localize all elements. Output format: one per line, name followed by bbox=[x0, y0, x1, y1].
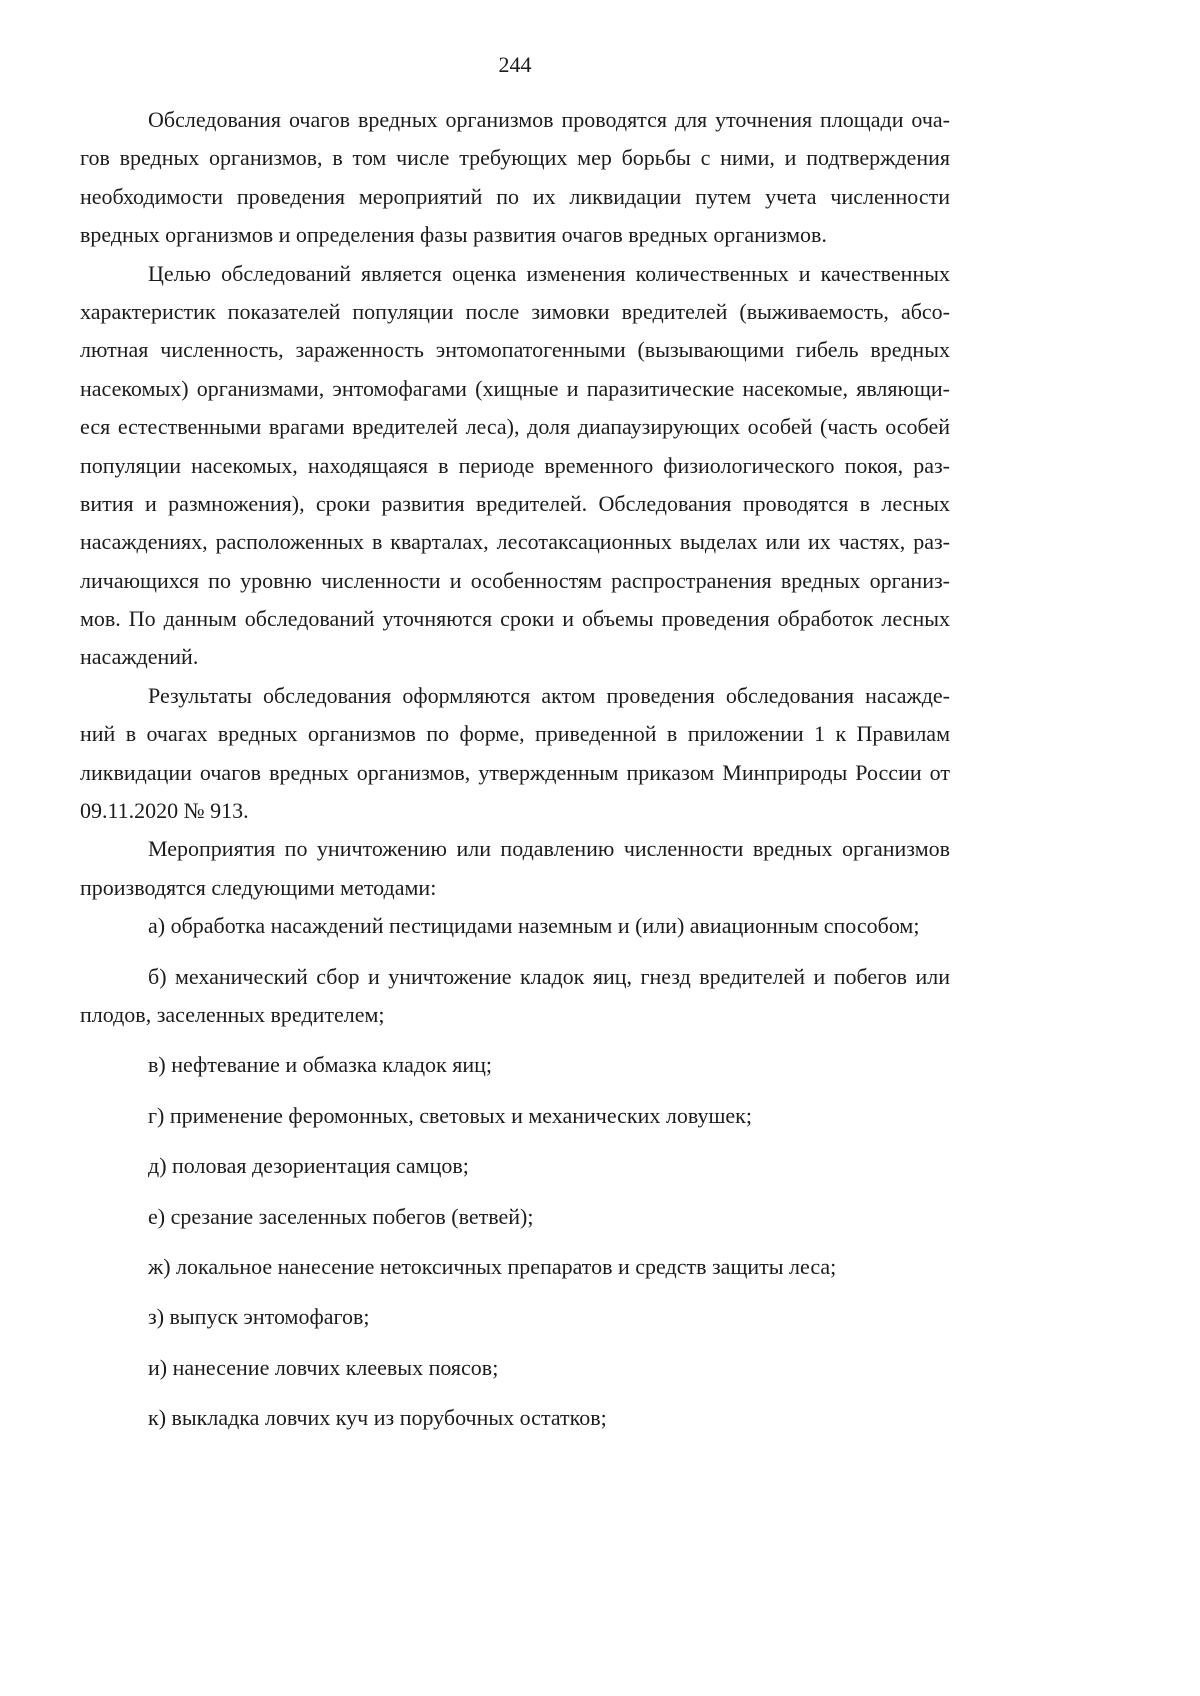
method-item bbox=[80, 1298, 950, 1336]
paragraph-line: производятся следующими методами: bbox=[80, 874, 437, 900]
method-item bbox=[80, 958, 950, 1035]
method-item-text: а) обработка насаждений пестицидами наземным и (или) авиационным способом; bbox=[148, 913, 920, 939]
page-body bbox=[80, 46, 950, 1449]
paragraph-line: Обследования очагов вредных организмов проводятся для уточнения площади оча- bbox=[148, 106, 950, 132]
paragraph-line: ликвидации очагов вредных организмов, утвержденным приказом Минприроды России от bbox=[80, 759, 950, 785]
paragraph-line: насаждений. bbox=[80, 644, 199, 670]
method-item bbox=[80, 1399, 950, 1437]
method-item bbox=[80, 1147, 950, 1185]
paragraph-line: ний в очагах вредных организмов по форме, приведенной в приложении 1 к Правилам bbox=[80, 721, 950, 747]
method-item bbox=[80, 1198, 950, 1236]
method-item-text: в) нефтевание и обмазка кладок яиц; bbox=[148, 1052, 493, 1078]
method-item-text: плодов, заселенных вредителем; bbox=[80, 1001, 385, 1027]
method-item bbox=[80, 1046, 950, 1084]
paragraph-line: популяции насекомых, находящаяся в периоде временного физиологического покоя, раз- bbox=[80, 452, 950, 478]
method-item bbox=[80, 1097, 950, 1135]
method-item-text: к) выкладка ловчих куч из порубочных остатков; bbox=[148, 1405, 607, 1431]
paragraph-line: лютная численность, зараженность энтомопатогенными (вызывающими гибель вредных bbox=[80, 337, 950, 363]
method-item-text: е) срезание заселенных побегов (ветвей); bbox=[148, 1203, 534, 1229]
paragraph-line: характеристик показателей популяции после зимовки вредителей (выживаемость, абсо- bbox=[80, 298, 950, 324]
methods-list bbox=[80, 907, 950, 1437]
paragraph-survey-description bbox=[80, 101, 950, 255]
method-item bbox=[80, 1349, 950, 1387]
paragraph-control-measures bbox=[80, 830, 950, 907]
paragraph-line: мов. По данным обследований уточняются сроки и объемы проведения обработок лесных bbox=[80, 606, 950, 632]
method-item bbox=[80, 1248, 950, 1286]
method-item-text: з) выпуск энтомофагов; bbox=[148, 1304, 370, 1330]
method-item bbox=[80, 907, 950, 945]
method-item-text: ж) локальное нанесение нетоксичных препаратов и средств защиты леса; bbox=[148, 1253, 837, 1279]
page-number: 244 bbox=[498, 52, 532, 77]
method-item-text: г) применение феромонных, световых и механических ловушек; bbox=[148, 1102, 752, 1128]
paragraph-line: вредных организмов и определения фазы развития очагов вредных организмов. bbox=[80, 222, 827, 248]
paragraph-line: насаждениях, расположенных в кварталах, лесотаксационных выделах или их частях, раз- bbox=[80, 529, 950, 555]
method-item-text: д) половая дезориентация самцов; bbox=[148, 1153, 469, 1179]
method-item-text: и) нанесение ловчих клеевых поясов; bbox=[148, 1354, 499, 1380]
paragraph-survey-goal bbox=[80, 255, 950, 677]
paragraph-line: Целью обследований является оценка изменения количественных и качественных bbox=[148, 260, 950, 286]
paragraph-line: насекомых) организмами, энтомофагами (хищные и паразитические насекомые, являющи- bbox=[80, 375, 950, 401]
paragraph-line: вития и размножения), сроки развития вредителей. Обследования проводятся в лесных bbox=[80, 490, 950, 516]
paragraph-line: Мероприятия по уничтожению или подавлению численности вредных организмов bbox=[148, 836, 950, 862]
paragraph-line: Результаты обследования оформляются актом проведения обследования насажде- bbox=[148, 682, 950, 708]
method-item-text: б) механический сбор и уничтожение кладок яиц, гнезд вредителей и побегов или bbox=[148, 963, 950, 989]
paragraph-line: гов вредных организмов, в том числе требующих мер борьбы с ними, и подтверждения bbox=[80, 145, 950, 171]
paragraph-line: еся естественными врагами вредителей леса), доля диапаузирующих особей (часть особей bbox=[80, 414, 950, 440]
paragraph-line: необходимости проведения мероприятий по их ликвидации путем учета численности bbox=[80, 183, 950, 209]
paragraph-line: 09.11.2020 № 913. bbox=[80, 798, 249, 824]
paragraph-line: личающихся по уровню численности и особенностям распространения вредных организ- bbox=[80, 567, 950, 593]
paragraph-survey-results bbox=[80, 677, 950, 831]
